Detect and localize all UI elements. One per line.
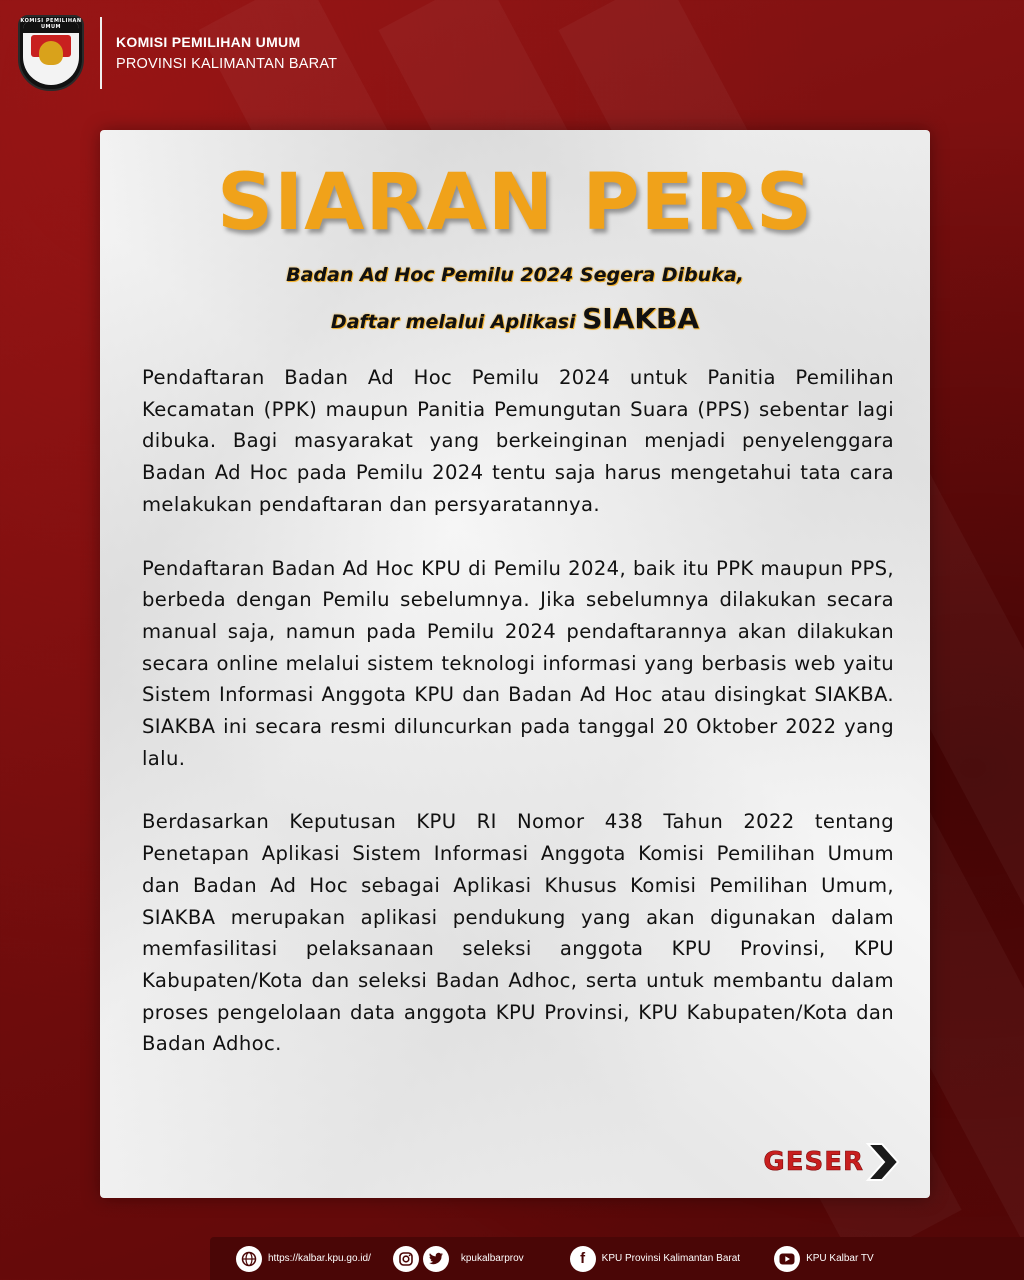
next-slide-button[interactable]: [763, 1142, 900, 1182]
footer-youtube[interactable]: [774, 1246, 874, 1272]
page-title: SIARAN PERS: [216, 158, 814, 248]
subtitle-emphasis: SIAKBA: [582, 302, 700, 335]
globe-icon: [236, 1246, 262, 1272]
social-handle: kpukalbarprov: [460, 1253, 524, 1264]
footer-website[interactable]: [236, 1246, 371, 1272]
paragraph-1: Pendaftaran Badan Ad Hoc Pemilu 2024 untuk Panitia Pemilihan Kecamatan (PPK) maupun Panitia Pemungutan Suara (PPS) sebentar lagi dibuka. Bagi masyarakat yang berkeinginan menjadi penyelenggara Badan Ad Hoc pada Pemilu 2024 tentu saja harus mengetahui tata cara melakukan pendaftaran dan persyaratannya.: [142, 366, 894, 516]
header-divider: [100, 17, 102, 89]
garuda-emblem-icon: [39, 41, 63, 65]
subtitle-line-2: [100, 302, 930, 335]
website-url: https://kalbar.kpu.go.id/: [268, 1253, 371, 1264]
logo-text: KOMISI PEMILIHAN UMUM: [20, 18, 82, 30]
paragraph-3: Berdasarkan Keputusan KPU RI Nomor 438 Tahun 2022 tentang Penetapan Aplikasi Sistem Informasi Anggota Komisi Pemilihan Umum dan Badan Ad Hoc sebagai Aplikasi Khusus Komisi Pemilihan Umum, SIAKBA merupakan aplikasi pendukung yang akan digunakan dalam memfasilitasi pelaksanaan seleksi anggota KPU Provinsi, KPU Kabupaten/Kota dan seleksi Badan Adhoc, serta untuk membantu dalam proses pengelolaan data anggota KPU Provinsi, KPU Kabupaten/Kota dan Badan Adhoc.: [142, 810, 894, 1056]
header: [18, 14, 337, 92]
paragraph-2: Pendaftaran Badan Ad Hoc KPU di Pemilu 2024, baik itu PPK maupun PPS, berbeda dengan Pemilu sebelumnya. Jika sebelumnya dilakukan secara manual saja, namun pada Pemilu 2024 pendaftarannya akan dilakukan secara online melalui sistem teknologi informasi yang berbasis web yaitu Sistem Informasi Anggota KPU dan Badan Ad Hoc atau disingkat SIAKBA. SIAKBA ini secara resmi diluncurkan pada tanggal 20 Oktober 2022 yang lalu.: [142, 556, 894, 770]
footer-social[interactable]: [393, 1246, 524, 1272]
youtube-icon: [774, 1246, 800, 1272]
subtitle-line-1: Badan Ad Hoc Pemilu 2024 Segera Dibuka,: [286, 264, 744, 286]
chevron-right-icon: [866, 1142, 900, 1182]
org-line-1: KOMISI PEMILIHAN UMUM: [116, 34, 301, 50]
youtube-channel: KPU Kalbar TV: [806, 1253, 874, 1264]
footer-facebook[interactable]: [570, 1246, 740, 1272]
article-body: [142, 362, 894, 1092]
next-slide-label: GESER: [763, 1147, 864, 1177]
footer-bar: [210, 1237, 1024, 1280]
organization-name: [116, 34, 337, 72]
org-line-2: PROVINSI KALIMANTAN BARAT: [116, 56, 338, 72]
facebook-icon: f: [570, 1246, 596, 1272]
subtitle-prefix: Daftar melalui Aplikasi: [330, 311, 576, 333]
twitter-icon: [423, 1246, 449, 1272]
instagram-icon: [393, 1246, 419, 1272]
kpu-logo: [18, 15, 84, 91]
facebook-page: KPU Provinsi Kalimantan Barat: [601, 1253, 741, 1264]
press-release-card: [100, 130, 930, 1198]
